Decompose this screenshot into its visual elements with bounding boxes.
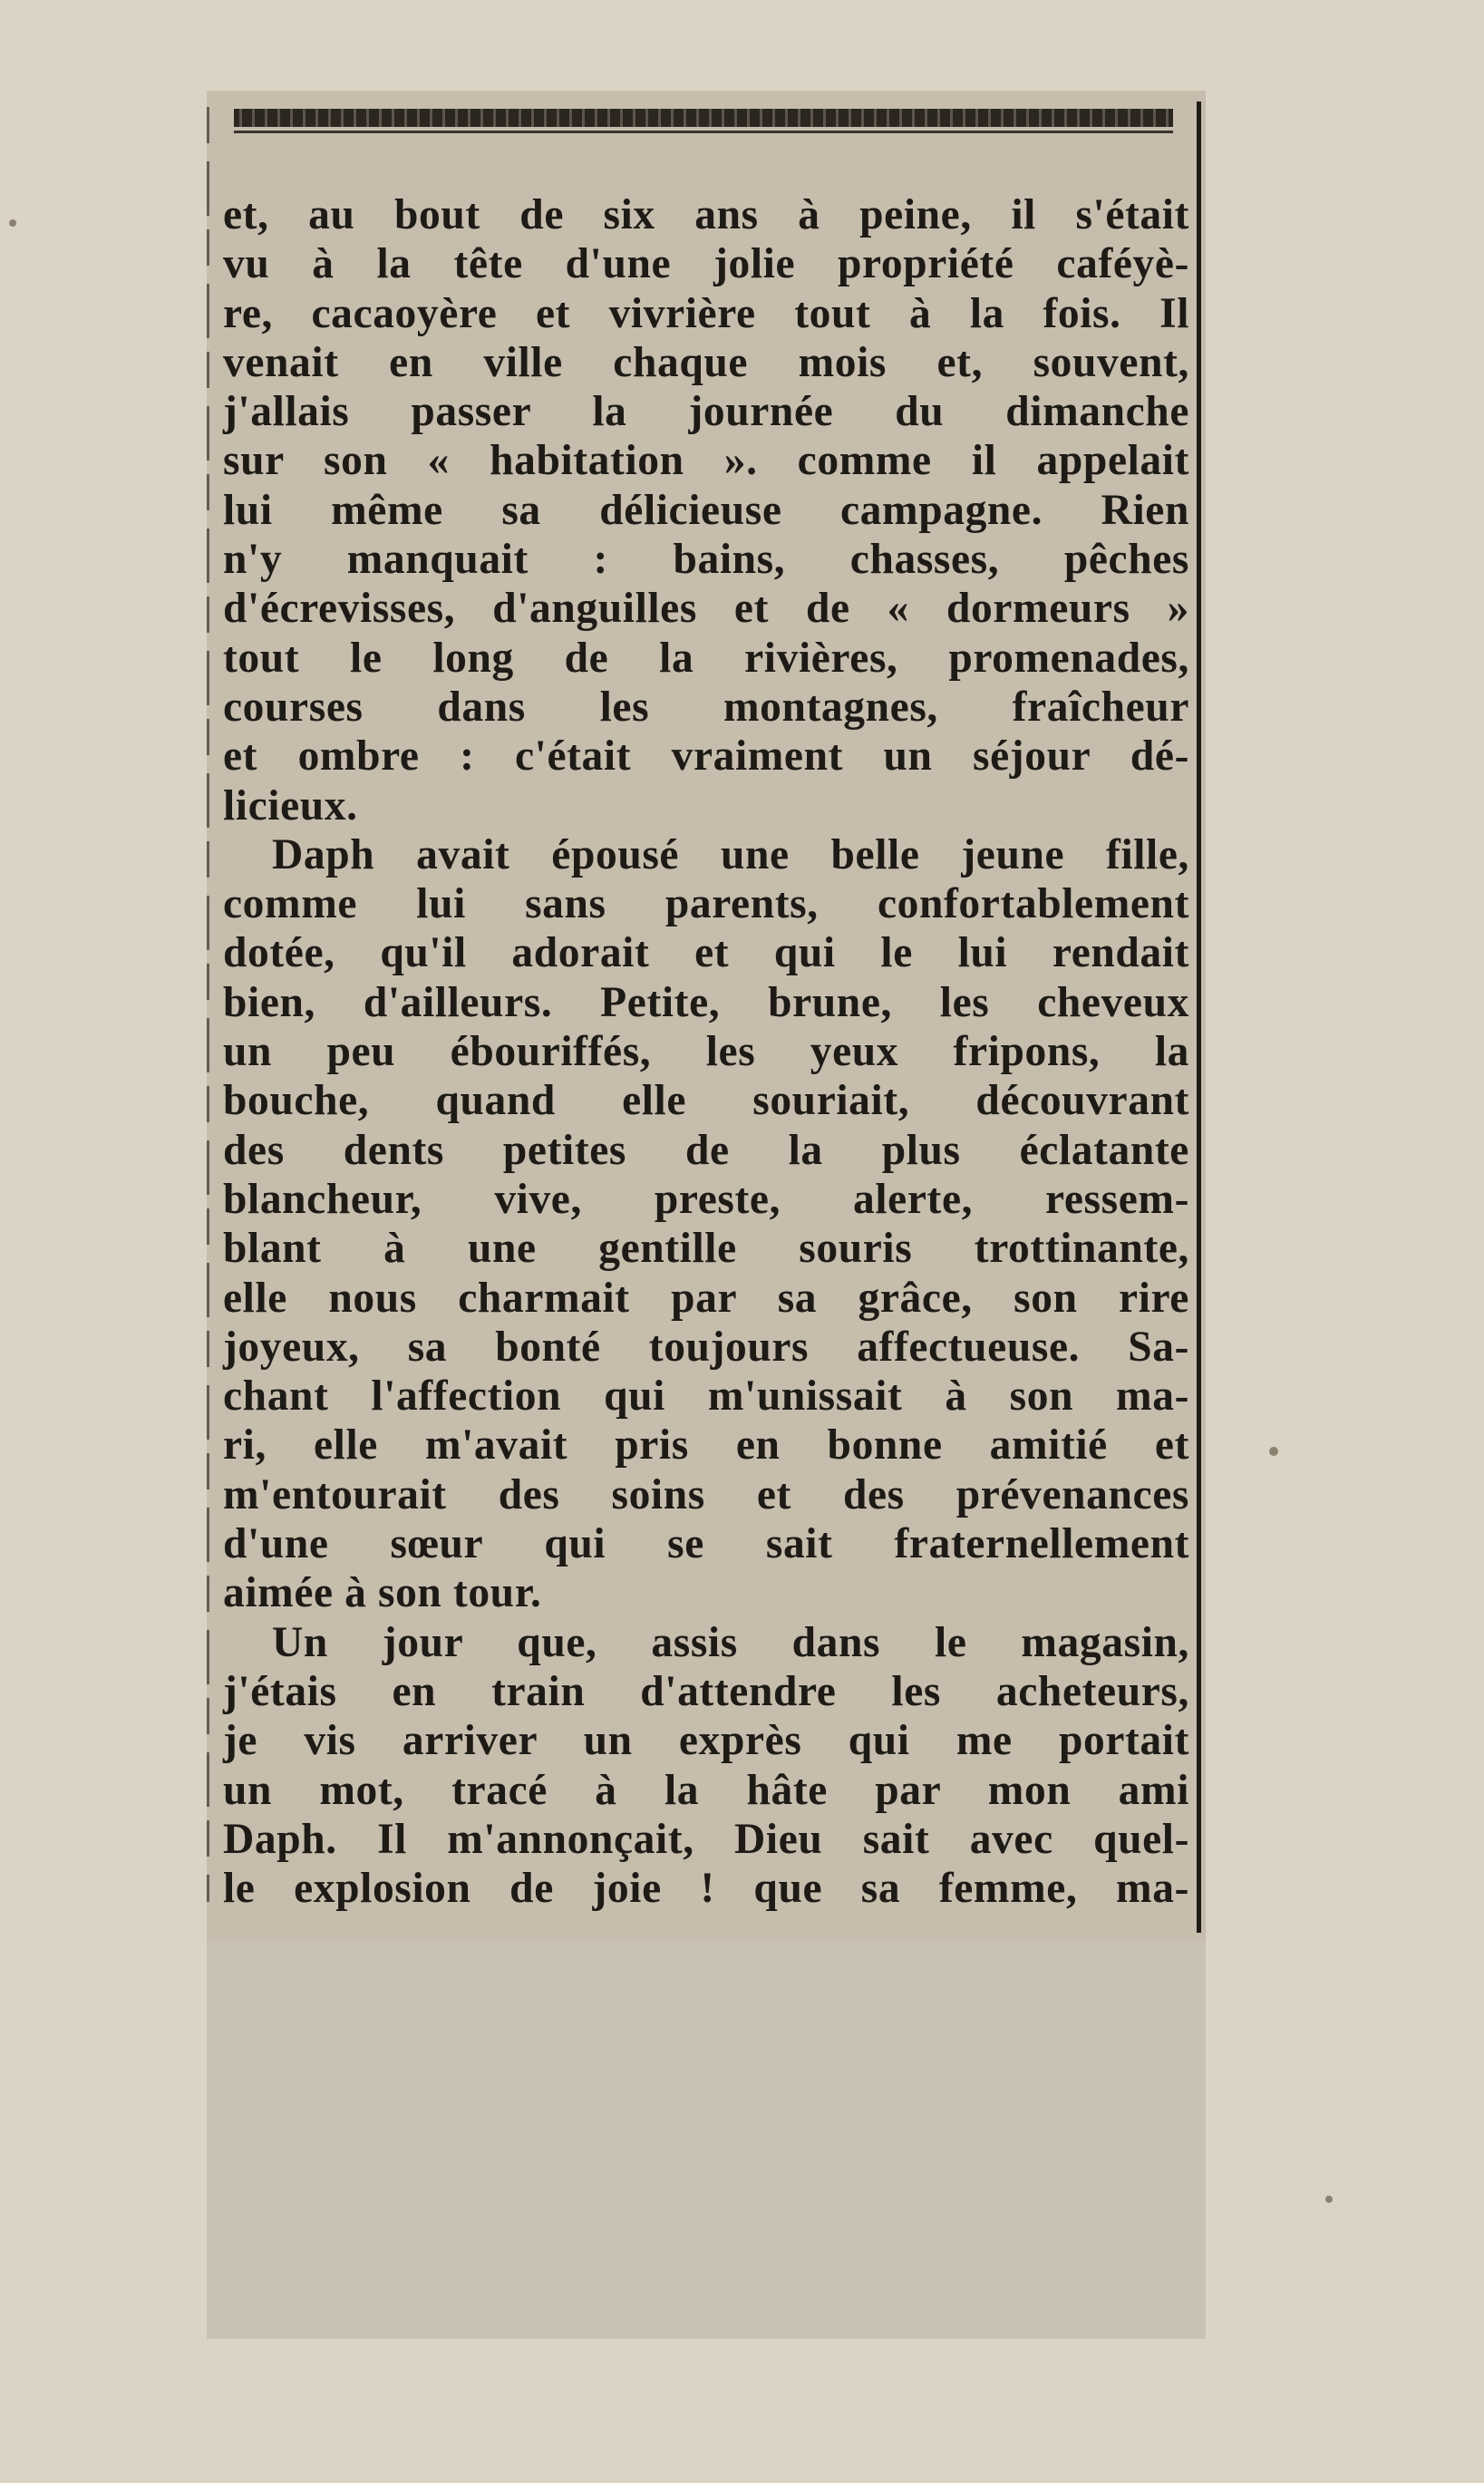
text-line: des dents petites de la plus éclatante — [223, 1126, 1189, 1174]
text-line: n'y manquait : bains, chasses, pêches — [223, 536, 1189, 584]
text-line: d'écrevisses, d'anguilles et de « dormeurs » — [223, 585, 1189, 633]
text-line: courses dans les montagnes, fraîcheur — [223, 683, 1189, 731]
article-text-column — [223, 190, 1189, 1913]
text-line: venait en ville chaque mois et, souvent, — [223, 338, 1189, 386]
ink-speck — [9, 219, 16, 227]
text-line: et, au bout de six ans à peine, il s'était — [223, 191, 1189, 238]
text-line: re, cacaoyère et vivrière tout à la fois. Il — [223, 289, 1189, 337]
text-line: chant l'affection qui m'unissait à son ma- — [223, 1372, 1189, 1421]
left-column-rule — [207, 107, 209, 1902]
text-line: comme lui sans parents, confortablement — [223, 880, 1189, 928]
text-line: dotée, qu'il adorait et qui le lui rendait — [223, 929, 1189, 977]
text-line: sur son « habitation ». comme il appelait — [223, 437, 1189, 485]
text-line: elle nous charmait par sa grâce, son rire — [223, 1274, 1189, 1322]
text-line: lui même sa délicieuse campagne. Rien — [223, 486, 1189, 534]
top-rule — [234, 109, 1173, 127]
clipping-lower-blank — [207, 1940, 1206, 2339]
text-line: d'une sœur qui se sait fraternellement — [223, 1520, 1189, 1568]
text-line: Daph. Il m'annonçait, Dieu sait avec quel- — [223, 1815, 1189, 1863]
text-line: Daph avait épousé une belle jeune fille, — [272, 830, 1189, 878]
top-rule-thin — [234, 131, 1173, 133]
text-line: j'étais en train d'attendre les acheteurs, — [223, 1667, 1189, 1715]
text-line: vu à la tête d'une jolie propriété caféyè- — [223, 240, 1189, 288]
text-line: bien, d'ailleurs. Petite, brune, les cheveux — [223, 978, 1189, 1026]
ink-speck — [1325, 2196, 1333, 2203]
text-line: aimée à son tour. — [223, 1569, 542, 1617]
text-line: blant à une gentille souris trottinante, — [223, 1225, 1189, 1273]
text-line: Un jour que, assis dans le magasin, — [272, 1618, 1189, 1666]
right-column-rule — [1197, 102, 1201, 1933]
text-line: j'allais passer la journée du dimanche — [223, 388, 1189, 436]
text-line: et ombre : c'était vraiment un séjour dé- — [223, 732, 1189, 781]
text-line: je vis arriver un exprès qui me portait — [223, 1717, 1189, 1765]
text-line: un peu ébouriffés, les yeux fripons, la — [223, 1028, 1189, 1076]
text-line: m'entourait des soins et des prévenances — [223, 1470, 1189, 1518]
text-line: bouche, quand elle souriait, découvrant — [223, 1077, 1189, 1125]
text-line: joyeux, sa bonté toujours affectueuse. Sa- — [223, 1323, 1189, 1371]
text-line: le explosion de joie ! que sa femme, ma- — [223, 1865, 1189, 1913]
text-line: ri, elle m'avait pris en bonne amitié et — [223, 1421, 1189, 1469]
ink-speck — [1269, 1447, 1278, 1456]
text-line: licieux. — [223, 781, 358, 829]
text-line: blancheur, vive, preste, alerte, ressem- — [223, 1175, 1189, 1223]
text-line: tout le long de la rivières, promenades, — [223, 634, 1189, 682]
text-line: un mot, tracé à la hâte par mon ami — [223, 1766, 1189, 1814]
